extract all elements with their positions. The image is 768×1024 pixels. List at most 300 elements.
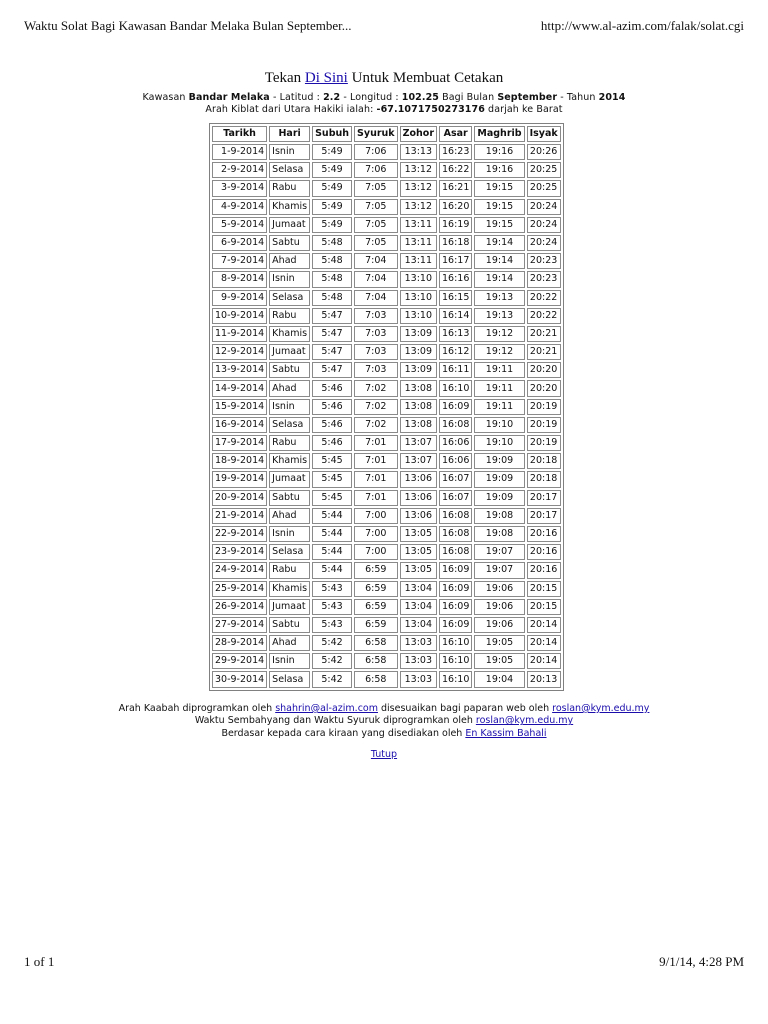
- cell-subuh: 5:48: [312, 290, 352, 306]
- cell-tarikh: 27-9-2014: [212, 617, 267, 633]
- cell-asar: 16:23: [439, 144, 472, 160]
- cell-zohor: 13:06: [400, 490, 437, 506]
- cell-syuruk: 7:01: [354, 490, 398, 506]
- col-isyak: Isyak: [527, 126, 561, 142]
- table-row: [212, 380, 561, 396]
- cell-maghrib: 19:09: [474, 490, 524, 506]
- cell-syuruk: 7:03: [354, 308, 398, 324]
- cell-maghrib: 19:08: [474, 526, 524, 542]
- cell-zohor: 13:05: [400, 562, 437, 578]
- cell-asar: 16:08: [439, 526, 472, 542]
- cell-maghrib: 19:12: [474, 326, 524, 342]
- cell-isyak: 20:15: [527, 599, 561, 615]
- col-tarikh: Tarikh: [212, 126, 267, 142]
- cell-hari: Isnin: [269, 271, 310, 287]
- cell-tarikh: 22-9-2014: [212, 526, 267, 542]
- cell-zohor: 13:13: [400, 144, 437, 160]
- cell-isyak: 20:17: [527, 490, 561, 506]
- cell-hari: Isnin: [269, 653, 310, 669]
- cell-zohor: 13:11: [400, 253, 437, 269]
- cell-tarikh: 16-9-2014: [212, 417, 267, 433]
- roslan-email-link[interactable]: roslan@kym.edu.my: [552, 703, 650, 714]
- cell-syuruk: 6:58: [354, 671, 398, 687]
- qibla-info: Arah Kiblat dari Utara Hakiki ialah: -67.1071750273176 darjah ke Barat: [205, 104, 563, 115]
- cell-asar: 16:06: [439, 453, 472, 469]
- cell-subuh: 5:47: [312, 344, 352, 360]
- cell-isyak: 20:26: [527, 144, 561, 160]
- cell-tarikh: 23-9-2014: [212, 544, 267, 560]
- cell-zohor: 13:07: [400, 435, 437, 451]
- cell-zohor: 13:06: [400, 508, 437, 524]
- cell-subuh: 5:48: [312, 235, 352, 251]
- cell-isyak: 20:20: [527, 380, 561, 396]
- cell-maghrib: 19:09: [474, 453, 524, 469]
- table-row: [212, 453, 561, 469]
- cell-maghrib: 19:15: [474, 180, 524, 196]
- cell-isyak: 20:19: [527, 399, 561, 415]
- table-row: [212, 199, 561, 215]
- cell-hari: Jumaat: [269, 471, 310, 487]
- cell-asar: 16:16: [439, 271, 472, 287]
- cell-isyak: 20:21: [527, 326, 561, 342]
- cell-hari: Sabtu: [269, 490, 310, 506]
- cell-hari: Rabu: [269, 562, 310, 578]
- cell-tarikh: 20-9-2014: [212, 490, 267, 506]
- cell-maghrib: 19:09: [474, 471, 524, 487]
- cell-maghrib: 19:04: [474, 671, 524, 687]
- cell-subuh: 5:42: [312, 671, 352, 687]
- table-row: [212, 180, 561, 196]
- table-row: [212, 471, 561, 487]
- cell-isyak: 20:21: [527, 344, 561, 360]
- cell-zohor: 13:09: [400, 344, 437, 360]
- cell-syuruk: 7:04: [354, 290, 398, 306]
- cell-isyak: 20:20: [527, 362, 561, 378]
- cell-zohor: 13:10: [400, 271, 437, 287]
- cell-syuruk: 6:59: [354, 581, 398, 597]
- cell-syuruk: 6:58: [354, 653, 398, 669]
- table-row: [212, 362, 561, 378]
- cell-hari: Jumaat: [269, 217, 310, 233]
- print-footer: [24, 954, 744, 974]
- table-row: [212, 271, 561, 287]
- table-row: [212, 326, 561, 342]
- cell-asar: 16:10: [439, 653, 472, 669]
- cell-maghrib: 19:12: [474, 344, 524, 360]
- cell-syuruk: 7:03: [354, 344, 398, 360]
- cell-isyak: 20:14: [527, 617, 561, 633]
- cell-hari: Ahad: [269, 635, 310, 651]
- cell-syuruk: 7:01: [354, 471, 398, 487]
- cell-hari: Rabu: [269, 308, 310, 324]
- table-row: [212, 671, 561, 687]
- cell-tarikh: 4-9-2014: [212, 199, 267, 215]
- table-row: [212, 508, 561, 524]
- cell-zohor: 13:06: [400, 471, 437, 487]
- cell-isyak: 20:24: [527, 199, 561, 215]
- cell-subuh: 5:42: [312, 635, 352, 651]
- cell-maghrib: 19:11: [474, 380, 524, 396]
- cell-isyak: 20:14: [527, 635, 561, 651]
- cell-syuruk: 7:00: [354, 526, 398, 542]
- cell-subuh: 5:49: [312, 217, 352, 233]
- cell-zohor: 13:10: [400, 308, 437, 324]
- cell-maghrib: 19:14: [474, 235, 524, 251]
- cell-syuruk: 7:00: [354, 508, 398, 524]
- cell-hari: Selasa: [269, 162, 310, 178]
- cell-asar: 16:09: [439, 617, 472, 633]
- shahrin-email-link[interactable]: shahrin@al-azim.com: [275, 703, 378, 714]
- cell-subuh: 5:47: [312, 362, 352, 378]
- cell-tarikh: 25-9-2014: [212, 581, 267, 597]
- table-row: [212, 617, 561, 633]
- table-row: [212, 308, 561, 324]
- cell-maghrib: 19:15: [474, 199, 524, 215]
- cell-hari: Sabtu: [269, 235, 310, 251]
- col-asar: Asar: [439, 126, 472, 142]
- cell-syuruk: 7:02: [354, 417, 398, 433]
- cell-subuh: 5:43: [312, 617, 352, 633]
- table-row: [212, 526, 561, 542]
- cell-asar: 16:11: [439, 362, 472, 378]
- cell-asar: 16:08: [439, 544, 472, 560]
- table-row: [212, 544, 561, 560]
- cell-syuruk: 6:59: [354, 599, 398, 615]
- cell-syuruk: 6:58: [354, 635, 398, 651]
- cell-tarikh: 19-9-2014: [212, 471, 267, 487]
- kassim-bahali-link[interactable]: En Kassim Bahali: [465, 727, 547, 739]
- cell-tarikh: 15-9-2014: [212, 399, 267, 415]
- longitud-value: 102.25: [401, 92, 440, 103]
- cell-zohor: 13:12: [400, 199, 437, 215]
- cell-tarikh: 3-9-2014: [212, 180, 267, 196]
- cell-subuh: 5:45: [312, 490, 352, 506]
- cell-hari: Jumaat: [269, 599, 310, 615]
- cell-subuh: 5:46: [312, 380, 352, 396]
- cell-isyak: 20:14: [527, 653, 561, 669]
- cell-zohor: 13:07: [400, 453, 437, 469]
- table-row: [212, 599, 561, 615]
- cell-zohor: 13:12: [400, 162, 437, 178]
- cell-zohor: 13:03: [400, 653, 437, 669]
- table-row: [212, 144, 561, 160]
- close-section: [0, 749, 768, 760]
- table-row: [212, 635, 561, 651]
- cell-asar: 16:06: [439, 435, 472, 451]
- cell-tarikh: 30-9-2014: [212, 671, 267, 687]
- col-maghrib: Maghrib: [474, 126, 524, 142]
- cell-tarikh: 5-9-2014: [212, 217, 267, 233]
- cell-maghrib: 19:14: [474, 271, 524, 287]
- table-row: [212, 653, 561, 669]
- cell-zohor: 13:04: [400, 581, 437, 597]
- cell-tarikh: 6-9-2014: [212, 235, 267, 251]
- cell-isyak: 20:19: [527, 417, 561, 433]
- cell-maghrib: 19:10: [474, 417, 524, 433]
- cell-zohor: 13:05: [400, 526, 437, 542]
- table-row: [212, 562, 561, 578]
- cell-isyak: 20:23: [527, 271, 561, 287]
- cell-tarikh: 9-9-2014: [212, 290, 267, 306]
- cell-isyak: 20:16: [527, 562, 561, 578]
- cell-maghrib: 19:05: [474, 653, 524, 669]
- cell-syuruk: 7:01: [354, 435, 398, 451]
- cell-syuruk: 7:02: [354, 380, 398, 396]
- print-link[interactable]: Di Sini: [304, 70, 348, 86]
- cell-asar: 16:17: [439, 253, 472, 269]
- cell-subuh: 5:46: [312, 417, 352, 433]
- cell-hari: Ahad: [269, 508, 310, 524]
- cell-tarikh: 14-9-2014: [212, 380, 267, 396]
- cell-asar: 16:22: [439, 162, 472, 178]
- cell-syuruk: 7:04: [354, 253, 398, 269]
- cell-tarikh: 8-9-2014: [212, 271, 267, 287]
- cell-subuh: 5:44: [312, 508, 352, 524]
- cell-isyak: 20:17: [527, 508, 561, 524]
- cell-asar: 16:08: [439, 508, 472, 524]
- credits: [0, 703, 768, 740]
- table-row: [212, 490, 561, 506]
- kiblat-value: -67.1071750273176: [376, 104, 485, 115]
- cell-isyak: 20:25: [527, 180, 561, 196]
- cell-subuh: 5:49: [312, 199, 352, 215]
- cell-zohor: 13:09: [400, 362, 437, 378]
- close-link[interactable]: Tutup: [370, 749, 398, 760]
- cell-syuruk: 7:06: [354, 144, 398, 160]
- cell-asar: 16:09: [439, 581, 472, 597]
- cell-zohor: 13:04: [400, 599, 437, 615]
- print-page-number: 1 of 1: [24, 954, 55, 969]
- cell-tarikh: 11-9-2014: [212, 326, 267, 342]
- cell-subuh: 5:49: [312, 144, 352, 160]
- cell-subuh: 5:46: [312, 399, 352, 415]
- cell-isyak: 20:16: [527, 526, 561, 542]
- cell-tarikh: 1-9-2014: [212, 144, 267, 160]
- cell-subuh: 5:48: [312, 271, 352, 287]
- table-header-row: [212, 126, 561, 142]
- cell-maghrib: 19:11: [474, 399, 524, 415]
- cell-asar: 16:09: [439, 599, 472, 615]
- cell-maghrib: 19:13: [474, 308, 524, 324]
- cell-maghrib: 19:08: [474, 508, 524, 524]
- cell-zohor: 13:04: [400, 617, 437, 633]
- cell-zohor: 13:08: [400, 399, 437, 415]
- credit-line-2: Waktu Sembahyang dan Waktu Syuruk diprogramkan oleh roslan@kym.edu.my: [194, 715, 574, 727]
- cell-subuh: 5:44: [312, 544, 352, 560]
- cell-hari: Selasa: [269, 671, 310, 687]
- print-header: [24, 18, 744, 38]
- cell-maghrib: 19:10: [474, 435, 524, 451]
- cell-asar: 16:19: [439, 217, 472, 233]
- cell-isyak: 20:24: [527, 235, 561, 251]
- cell-zohor: 13:10: [400, 290, 437, 306]
- cell-maghrib: 19:13: [474, 290, 524, 306]
- cell-isyak: 20:19: [527, 435, 561, 451]
- cell-syuruk: 7:05: [354, 199, 398, 215]
- cell-maghrib: 19:07: [474, 562, 524, 578]
- cell-asar: 16:21: [439, 180, 472, 196]
- cell-asar: 16:20: [439, 199, 472, 215]
- cell-tarikh: 21-9-2014: [212, 508, 267, 524]
- print-datetime: 9/1/14, 4:28 PM: [659, 954, 744, 969]
- cell-zohor: 13:05: [400, 544, 437, 560]
- cell-hari: Isnin: [269, 526, 310, 542]
- print-page-title: Waktu Solat Bagi Kawasan Bandar Melaka Bulan September...: [24, 18, 352, 33]
- cell-maghrib: 19:06: [474, 581, 524, 597]
- cell-syuruk: 7:03: [354, 362, 398, 378]
- table-row: [212, 290, 561, 306]
- page-title: Tekan Di Sini Untuk Membuat Cetakan: [264, 70, 504, 86]
- cell-asar: 16:09: [439, 562, 472, 578]
- cell-asar: 16:07: [439, 471, 472, 487]
- col-syuruk: Syuruk: [354, 126, 398, 142]
- cell-hari: Ahad: [269, 253, 310, 269]
- cell-hari: Rabu: [269, 435, 310, 451]
- table-row: [212, 399, 561, 415]
- cell-subuh: 5:43: [312, 599, 352, 615]
- cell-maghrib: 19:11: [474, 362, 524, 378]
- kawasan-value: Bandar Melaka: [188, 92, 270, 103]
- cell-subuh: 5:44: [312, 526, 352, 542]
- cell-asar: 16:14: [439, 308, 472, 324]
- cell-asar: 16:10: [439, 635, 472, 651]
- cell-tarikh: 13-9-2014: [212, 362, 267, 378]
- cell-hari: Selasa: [269, 417, 310, 433]
- cell-isyak: 20:23: [527, 253, 561, 269]
- cell-hari: Ahad: [269, 380, 310, 396]
- cell-zohor: 13:09: [400, 326, 437, 342]
- cell-subuh: 5:44: [312, 562, 352, 578]
- credit-line-3: Berdasar kepada cara kiraan yang disediakan oleh En Kassim Bahali: [221, 727, 547, 739]
- cell-syuruk: 7:04: [354, 271, 398, 287]
- cell-tarikh: 18-9-2014: [212, 453, 267, 469]
- table-row: [212, 162, 561, 178]
- cell-zohor: 13:11: [400, 217, 437, 233]
- cell-syuruk: 7:05: [354, 217, 398, 233]
- cell-syuruk: 7:01: [354, 453, 398, 469]
- cell-maghrib: 19:06: [474, 599, 524, 615]
- cell-tarikh: 7-9-2014: [212, 253, 267, 269]
- cell-subuh: 5:46: [312, 435, 352, 451]
- cell-subuh: 5:45: [312, 471, 352, 487]
- cell-hari: Jumaat: [269, 344, 310, 360]
- cell-subuh: 5:45: [312, 453, 352, 469]
- cell-tarikh: 26-9-2014: [212, 599, 267, 615]
- credit-line-1: Arah Kaabah diprogramkan oleh shahrin@al-azim.com disesuaikan bagi paparan web oleh roslan@kym.edu.my: [118, 703, 650, 714]
- cell-hari: Sabtu: [269, 617, 310, 633]
- cell-subuh: 5:49: [312, 180, 352, 196]
- cell-maghrib: 19:07: [474, 544, 524, 560]
- col-subuh: Subuh: [312, 126, 352, 142]
- col-zohor: Zohor: [400, 126, 437, 142]
- cell-syuruk: 7:05: [354, 235, 398, 251]
- cell-isyak: 20:15: [527, 581, 561, 597]
- cell-hari: Isnin: [269, 144, 310, 160]
- roslan-email-link-2[interactable]: roslan@kym.edu.my: [475, 715, 574, 727]
- cell-zohor: 13:12: [400, 180, 437, 196]
- cell-isyak: 20:25: [527, 162, 561, 178]
- cell-syuruk: 7:02: [354, 399, 398, 415]
- bulan-value: September: [497, 92, 558, 103]
- cell-isyak: 20:18: [527, 453, 561, 469]
- cell-asar: 16:15: [439, 290, 472, 306]
- cell-asar: 16:09: [439, 399, 472, 415]
- cell-maghrib: 19:16: [474, 162, 524, 178]
- cell-asar: 16:10: [439, 671, 472, 687]
- table-row: [212, 344, 561, 360]
- cell-subuh: 5:42: [312, 653, 352, 669]
- location-info: Kawasan Bandar Melaka - Latitud : 2.2 - Longitud : 102.25 Bagi Bulan September - Tahun 2014: [142, 92, 626, 103]
- col-hari: Hari: [269, 126, 310, 142]
- table-row: [212, 253, 561, 269]
- table-row: [212, 235, 561, 251]
- cell-zohor: 13:03: [400, 671, 437, 687]
- cell-maghrib: 19:05: [474, 635, 524, 651]
- cell-tarikh: 10-9-2014: [212, 308, 267, 324]
- cell-hari: Khamis: [269, 581, 310, 597]
- cell-subuh: 5:47: [312, 308, 352, 324]
- cell-hari: Selasa: [269, 544, 310, 560]
- cell-tarikh: 24-9-2014: [212, 562, 267, 578]
- cell-syuruk: 6:59: [354, 617, 398, 633]
- cell-asar: 16:07: [439, 490, 472, 506]
- cell-hari: Khamis: [269, 199, 310, 215]
- cell-subuh: 5:47: [312, 326, 352, 342]
- cell-tarikh: 12-9-2014: [212, 344, 267, 360]
- cell-asar: 16:13: [439, 326, 472, 342]
- cell-tarikh: 2-9-2014: [212, 162, 267, 178]
- cell-tarikh: 29-9-2014: [212, 653, 267, 669]
- cell-isyak: 20:22: [527, 308, 561, 324]
- table-row: [212, 417, 561, 433]
- table-row: [212, 435, 561, 451]
- cell-isyak: 20:22: [527, 290, 561, 306]
- cell-isyak: 20:13: [527, 671, 561, 687]
- cell-zohor: 13:08: [400, 380, 437, 396]
- cell-maghrib: 19:16: [474, 144, 524, 160]
- cell-syuruk: 7:06: [354, 162, 398, 178]
- cell-tarikh: 28-9-2014: [212, 635, 267, 651]
- cell-hari: Khamis: [269, 326, 310, 342]
- cell-maghrib: 19:06: [474, 617, 524, 633]
- cell-asar: 16:10: [439, 380, 472, 396]
- prayer-times-table: [209, 123, 564, 691]
- cell-hari: Sabtu: [269, 362, 310, 378]
- cell-zohor: 13:11: [400, 235, 437, 251]
- cell-zohor: 13:03: [400, 635, 437, 651]
- cell-syuruk: 7:00: [354, 544, 398, 560]
- cell-zohor: 13:08: [400, 417, 437, 433]
- cell-asar: 16:18: [439, 235, 472, 251]
- latitud-value: 2.2: [323, 92, 341, 103]
- cell-isyak: 20:24: [527, 217, 561, 233]
- cell-asar: 16:08: [439, 417, 472, 433]
- cell-maghrib: 19:15: [474, 217, 524, 233]
- print-url: http://www.al-azim.com/falak/solat.cgi: [540, 18, 744, 33]
- cell-isyak: 20:16: [527, 544, 561, 560]
- cell-asar: 16:12: [439, 344, 472, 360]
- cell-subuh: 5:43: [312, 581, 352, 597]
- cell-syuruk: 6:59: [354, 562, 398, 578]
- cell-hari: Rabu: [269, 180, 310, 196]
- cell-isyak: 20:18: [527, 471, 561, 487]
- cell-subuh: 5:48: [312, 253, 352, 269]
- cell-syuruk: 7:03: [354, 326, 398, 342]
- cell-syuruk: 7:05: [354, 180, 398, 196]
- cell-subuh: 5:49: [312, 162, 352, 178]
- tahun-value: 2014: [598, 92, 626, 103]
- table-row: [212, 581, 561, 597]
